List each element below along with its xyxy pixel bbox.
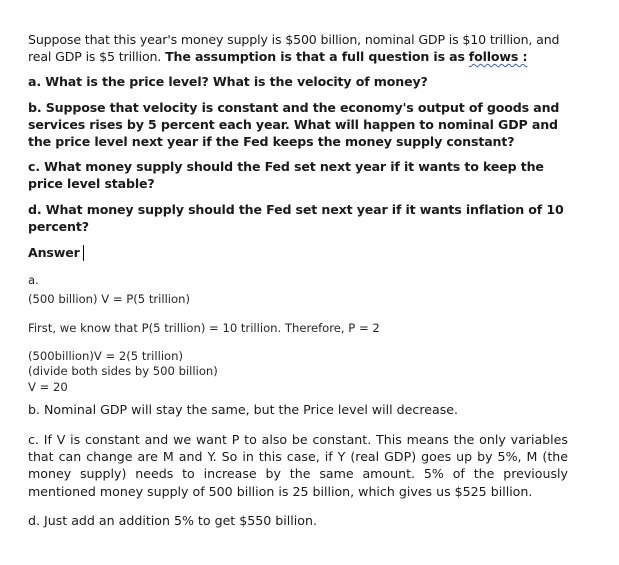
intro-text: Suppose that this year's money supply is $500 billion, nominal GDP is $10 trillion, and real GDP is $5 trillion.: [28, 32, 560, 65]
document-page: [28, 31, 568, 542]
answer-a-equation: (500 billion) V = P(5 trillion): [28, 292, 190, 307]
answer-d: d. Just add an addition 5% to get $550 billion.: [28, 513, 317, 529]
question-b: b. Suppose that velocity is constant and the economy's output of goods and services rises by 5 percent each year. What will happen to nominal GDP and the price level next year if the Fed keeps the money supply constant?: [28, 99, 560, 150]
answer-a-velocity: V = 20: [28, 379, 68, 394]
answer-a-label: a.: [28, 272, 39, 287]
answer-a-block: [28, 273, 568, 395]
intro-follows: follows :: [468, 49, 528, 65]
problem-intro: [28, 31, 568, 65]
question-c: c. What money supply should the Fed set next year if it wants to keep the price level stable?: [28, 159, 544, 192]
question-a: a. What is the price level? What is the velocity of money?: [28, 74, 428, 90]
question-d: d. What money supply should the Fed set next year if it wants inflation of 10 percent?: [28, 201, 564, 234]
text-cursor[interactable]: [83, 245, 84, 261]
answer-heading: [28, 244, 568, 261]
answer-c: c. If V is constant and we want P to also be constant. This means the only variables that can change are M and Y. So in this case, if Y (real GDP) goes up by 5%, M (the money supply) needs to increase by the same amount. 5% of the previously mentioned money supply of 500 billion is 25 billion, which gives us $525 billion.: [28, 432, 568, 499]
answer-a-divide-note: (divide both sides by 500 billion): [28, 364, 218, 379]
answer-b: b. Nominal GDP will stay the same, but the Price level will decrease.: [28, 402, 459, 418]
intro-assumption: The assumption is that a full question is as: [165, 49, 465, 65]
answer-heading-text: Answer: [28, 245, 80, 261]
answer-a-substitution: (500billion)V = 2(5 trillion): [28, 349, 183, 364]
answer-a-price-level: First, we know that P(5 trillion) = 10 trillion. Therefore, P = 2: [28, 320, 380, 335]
